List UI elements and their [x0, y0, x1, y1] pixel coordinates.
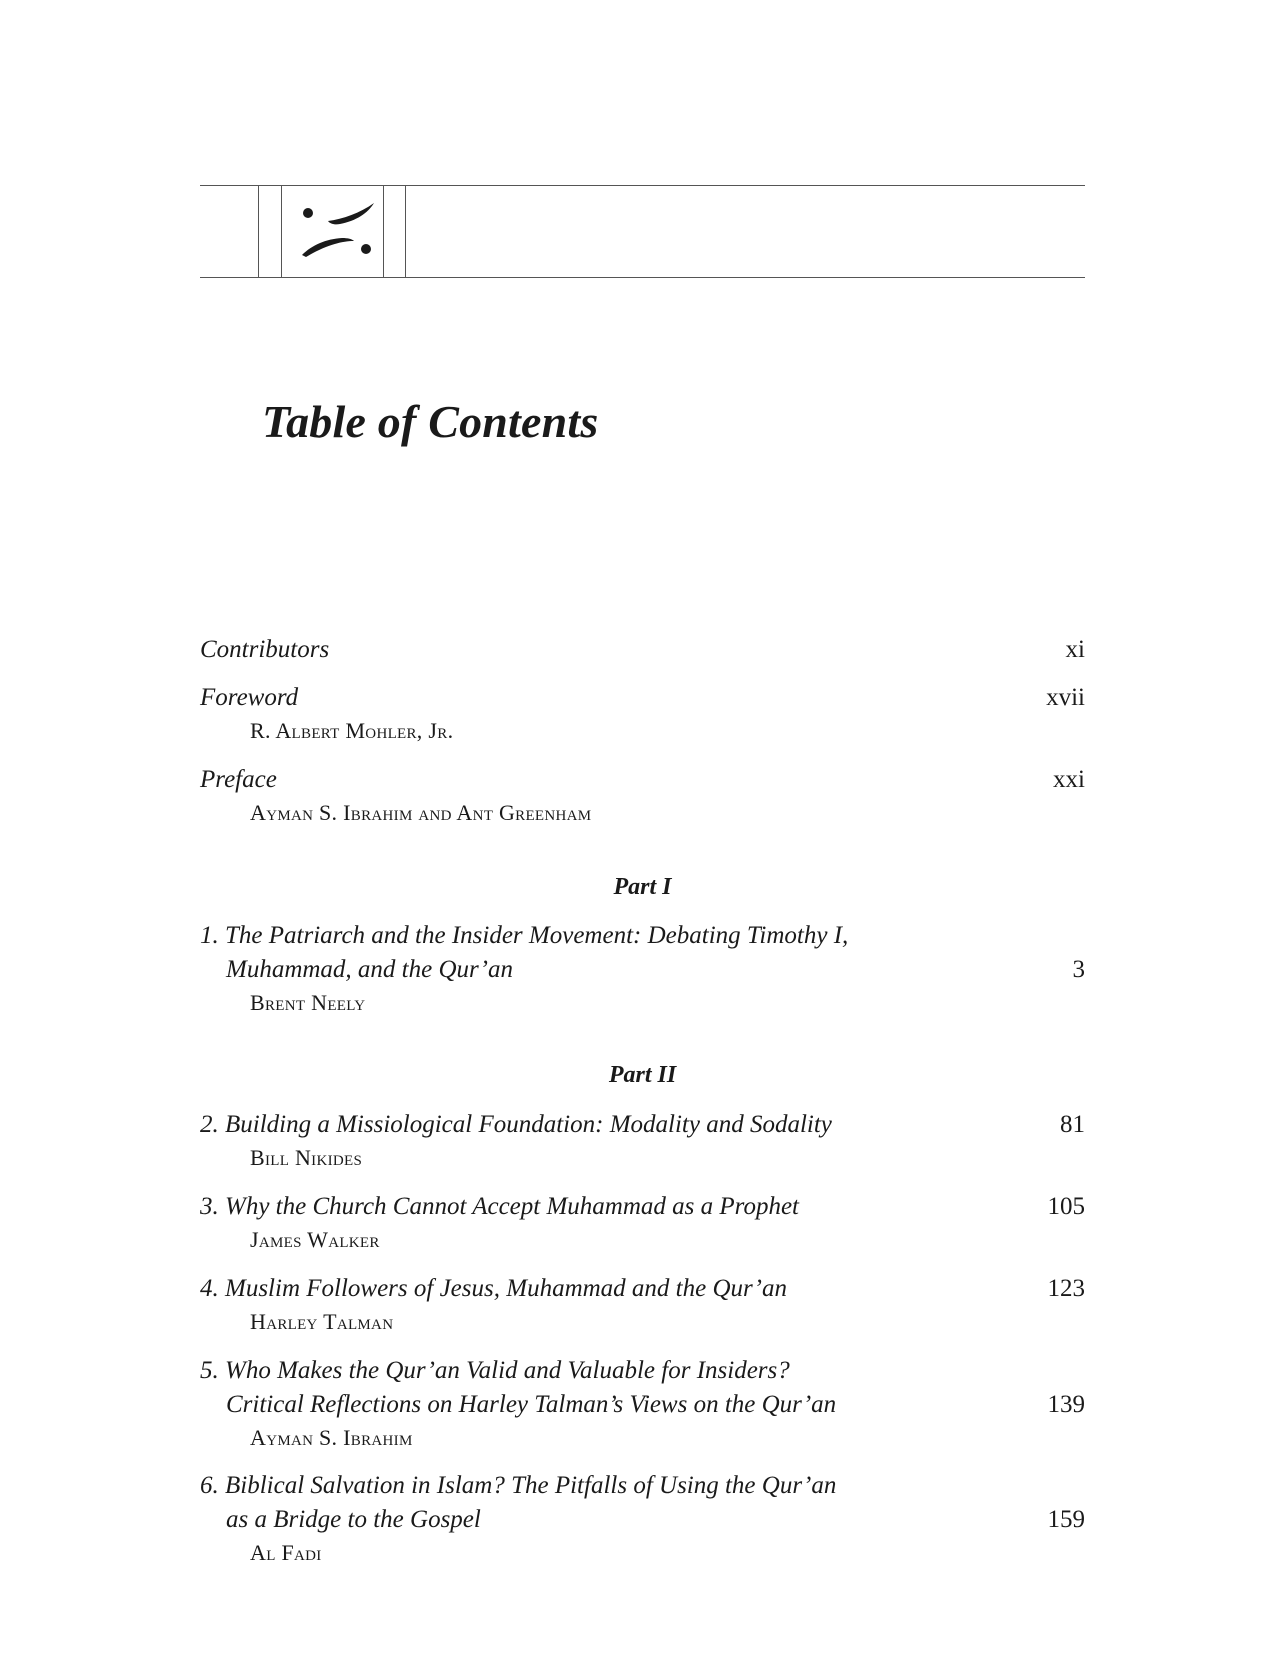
toc-entry-author: Harley Talman — [250, 1309, 394, 1334]
toc-entry-author: James Walker — [250, 1227, 380, 1252]
toc-page-number: 139 — [1047, 1391, 1085, 1418]
divider-line — [405, 185, 406, 278]
divider-line — [281, 185, 282, 278]
toc-entry-foreword[interactable] — [200, 681, 1085, 747]
toc-entry-title: 2. Building a Missiological Foundation: Modality and Sodality — [200, 1111, 832, 1138]
toc-entry-title: 4. Muslim Followers of Jesus, Muhammad and the Qur’an — [200, 1275, 787, 1302]
toc-entry-title: Preface — [200, 766, 277, 793]
toc-entry-author: R. Albert Mohler, Jr. — [250, 718, 454, 743]
toc-entry-title-continued: Critical Reflections on Harley Talman’s Views on the Qur’an — [226, 1391, 837, 1418]
toc-page-number: 81 — [1060, 1111, 1085, 1138]
toc-entry-title-continued: Muhammad, and the Qur’an — [226, 956, 514, 983]
toc-page-number: xi — [1065, 636, 1085, 663]
part-heading: Part I — [613, 874, 672, 900]
bottom-rule — [200, 277, 1085, 278]
toc-page-number: 105 — [1047, 1193, 1085, 1220]
toc-entry-title: 1. The Patriarch and the Insider Movement: Debating Timothy I, — [200, 922, 849, 949]
toc-page-number: 3 — [1072, 956, 1085, 983]
toc-page-number: xvii — [1046, 684, 1085, 711]
toc-page-number: 123 — [1047, 1275, 1085, 1302]
toc-entry-author: Al Fadi — [250, 1540, 322, 1565]
toc-entry-title: 6. Biblical Salvation in Islam? The Pitfalls of Using the Qur’an — [200, 1472, 837, 1499]
top-rule — [200, 185, 1085, 186]
toc-entry-author: Ayman S. Ibrahim and Ant Greenham — [250, 800, 592, 825]
toc-entry-chapter-4[interactable] — [200, 1272, 1085, 1338]
toc-page-number: xxi — [1053, 766, 1085, 793]
toc-entry-title-continued: as a Bridge to the Gospel — [226, 1506, 481, 1533]
toc-entry-chapter-5[interactable] — [200, 1354, 1085, 1454]
toc-entry-title: 5. Who Makes the Qur’an Valid and Valuable for Insiders? — [200, 1357, 790, 1384]
toc-page-number: 159 — [1047, 1506, 1085, 1533]
toc-entry-chapter-1[interactable] — [200, 919, 1085, 1019]
toc-entry-preface[interactable] — [200, 763, 1085, 829]
toc-entry-contributors[interactable] — [200, 633, 1085, 667]
header-ornament-band — [200, 185, 1085, 277]
toc-entry-chapter-2[interactable] — [200, 1108, 1085, 1174]
divider-line — [258, 185, 259, 278]
toc-entry-title: Foreword — [200, 684, 299, 711]
toc-entry-author: Bill Nikides — [250, 1145, 363, 1170]
toc-entry-author: Brent Neely — [250, 990, 366, 1015]
page-title: Table of Contents — [262, 396, 599, 447]
divider-line — [383, 185, 384, 278]
toc-entry-title: 3. Why the Church Cannot Accept Muhammad as a Prophet — [200, 1193, 799, 1220]
part-heading: Part II — [608, 1062, 677, 1088]
toc-entry-chapter-3[interactable] — [200, 1190, 1085, 1256]
toc-entry-chapter-6[interactable] — [200, 1469, 1085, 1569]
toc-entry-title: Contributors — [200, 636, 330, 663]
decorative-ornament-icon — [298, 195, 378, 267]
toc-entry-author: Ayman S. Ibrahim — [250, 1425, 413, 1450]
